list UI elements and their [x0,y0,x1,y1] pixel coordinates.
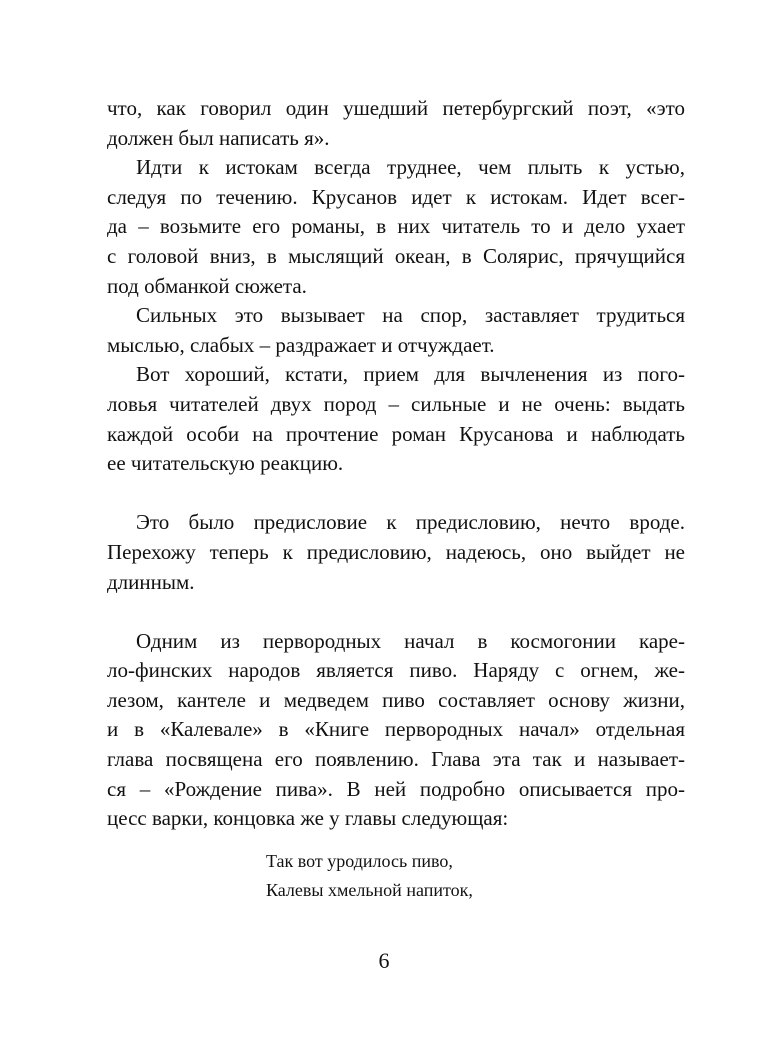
text-line: Сильных это вызывает на спор, заставляет трудиться [136,303,685,328]
text-line: ее читательскую реакцию. [107,451,344,476]
poem-quote [266,847,473,905]
text-line: ло-финских народов является пиво. Наряду с огнем, же- [107,658,685,683]
text-line: длинным. [107,569,195,594]
poem-line: Калевы хмельной напиток, [266,880,473,900]
poem-line: Так вот уродилось пиво, [266,851,453,871]
text-line: что, как говорил один ушедший петербургский поэт, «это [107,96,685,120]
text-line: глава посвящена его появлению. Глава эта так и называет- [107,747,685,772]
text-line: каждой особи на прочтение роман Крусанова и наблюдать [107,421,685,446]
text-line: ся – «Рождение пива». В ней подробно описывается про- [107,776,685,801]
text-line: да – возьмите его романы, в них читатель то и дело ухает [107,214,685,239]
text-line: следуя по течению. Крусанов идет к истокам. Идет всег- [107,184,685,209]
text-line: ловья читателей двух пород – сильные и не очень: выдать [107,391,685,416]
text-line: с головой вниз, в мыслящий океан, в Солярис, прячущийся [107,243,685,268]
text-line: и в «Калевале» в «Книге первородных начал» отдельная [107,717,685,742]
text-line: под обманкой сюжета. [107,273,307,298]
text-line: Перехожу теперь к предисловию, надеюсь, оно выйдет не [107,539,685,564]
page-number: 6 [378,948,390,973]
text-line: Одним из первородных начал в космогонии каре- [136,628,685,653]
text-line: Вот хороший, кстати, прием для вычленения из пого- [136,362,685,387]
page-body [107,94,685,834]
text-line: мыслью, слабых – раздражает и отчуждает. [107,332,495,357]
section-gap [107,479,685,509]
text-line: лезом, кантеле и медведем пиво составляет основу жизни, [107,687,685,712]
text-line: должен был написать я». [107,125,330,150]
text-line: Идти к истокам всегда труднее, чем плыть к устью, [136,155,685,180]
text-line: цесс варки, концовка же у главы следующая: [107,806,509,831]
section-gap [107,597,685,627]
text-line: Это было предисловие к предисловию, нечто вроде. [136,510,685,535]
